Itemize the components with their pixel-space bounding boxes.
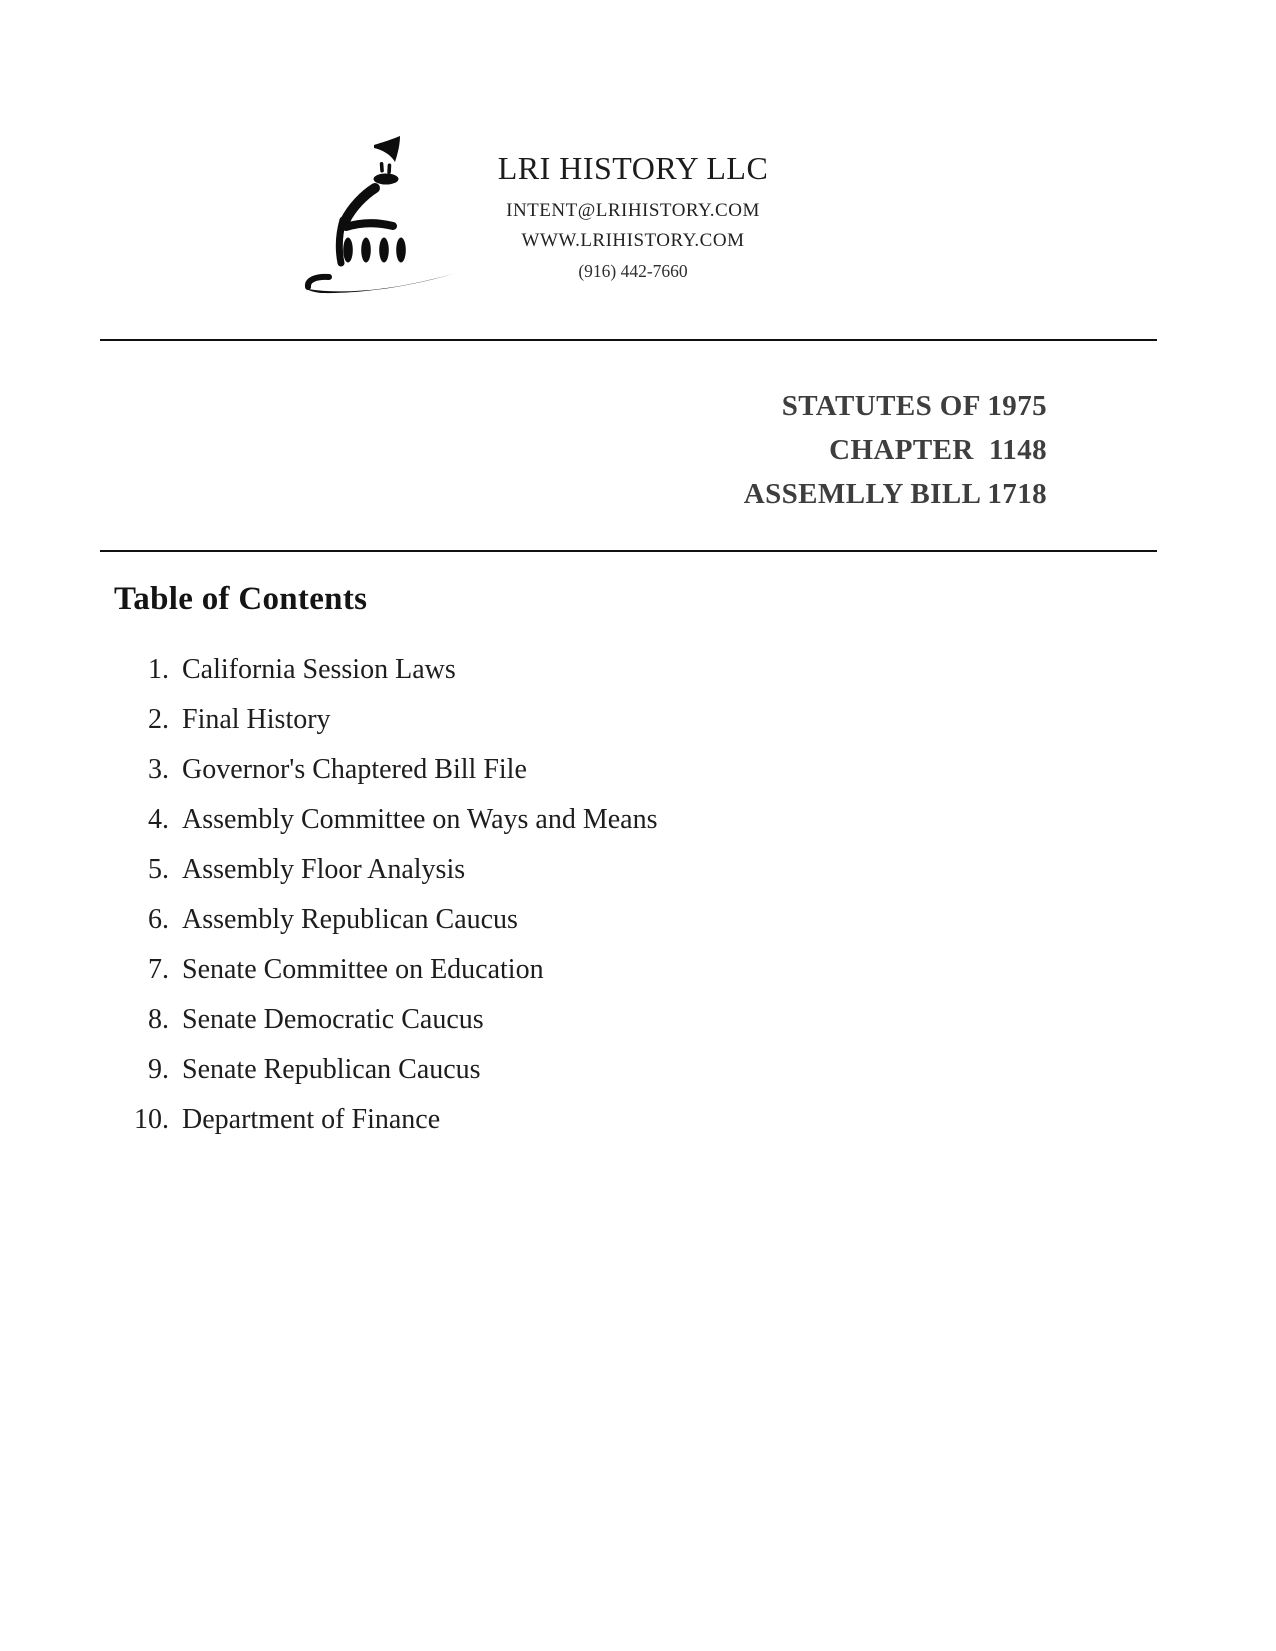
toc-item	[113, 1005, 658, 1034]
horizontal-rule-top	[100, 339, 1157, 341]
toc-item-number: 8.	[148, 1004, 169, 1035]
toc-item	[113, 755, 658, 784]
toc-item-number: 7.	[148, 954, 169, 985]
chapter-line: CHAPTER 1148	[829, 434, 1047, 466]
toc-item	[113, 1055, 658, 1084]
toc-item-label: Department of Finance	[182, 1104, 441, 1135]
toc-item-label: Assembly Republican Caucus	[182, 904, 518, 935]
toc-list	[113, 655, 658, 1155]
toc-heading: Table of Contents	[114, 581, 368, 617]
contact-website: WWW.LRIHISTORY.COM	[521, 230, 745, 251]
toc-item-number: 9.	[148, 1054, 169, 1085]
toc-item-label: Senate Democratic Caucus	[182, 1004, 484, 1035]
letterhead	[433, 150, 833, 282]
toc-item-number: 5.	[148, 854, 169, 885]
company-name: LRI HISTORY LLC	[497, 150, 769, 186]
toc-item-label: Final History	[182, 704, 331, 735]
toc-item	[113, 905, 658, 934]
toc-item-number: 4.	[148, 804, 169, 835]
toc-item-number: 10.	[134, 1104, 169, 1135]
toc-item-label: Assembly Floor Analysis	[182, 854, 466, 885]
toc-item-label: Governor's Chaptered Bill File	[182, 754, 527, 785]
toc-item-number: 6.	[148, 904, 169, 935]
toc-item	[113, 855, 658, 884]
toc-item-number: 3.	[148, 754, 169, 785]
toc-item-label: California Session Laws	[182, 654, 456, 685]
document-title-block	[744, 384, 1047, 516]
toc-item	[113, 1105, 658, 1134]
statutes-line: STATUTES OF 1975	[781, 390, 1047, 422]
toc-item	[113, 705, 658, 734]
toc-item	[113, 955, 658, 984]
contact-phone: (916) 442-7660	[578, 261, 688, 281]
toc-item-number: 1.	[148, 654, 169, 685]
toc-item-label: Assembly Committee on Ways and Means	[182, 804, 658, 835]
toc-item	[113, 655, 658, 684]
toc-item-number: 2.	[148, 704, 169, 735]
horizontal-rule-bottom	[100, 550, 1157, 552]
toc-item-label: Senate Committee on Education	[182, 954, 544, 985]
toc-item	[113, 805, 658, 834]
toc-item-label: Senate Republican Caucus	[182, 1054, 481, 1085]
assembly-bill-line: ASSEMLLY BILL 1718	[743, 478, 1047, 510]
contact-email: INTENT@LRIHISTORY.COM	[506, 200, 760, 221]
